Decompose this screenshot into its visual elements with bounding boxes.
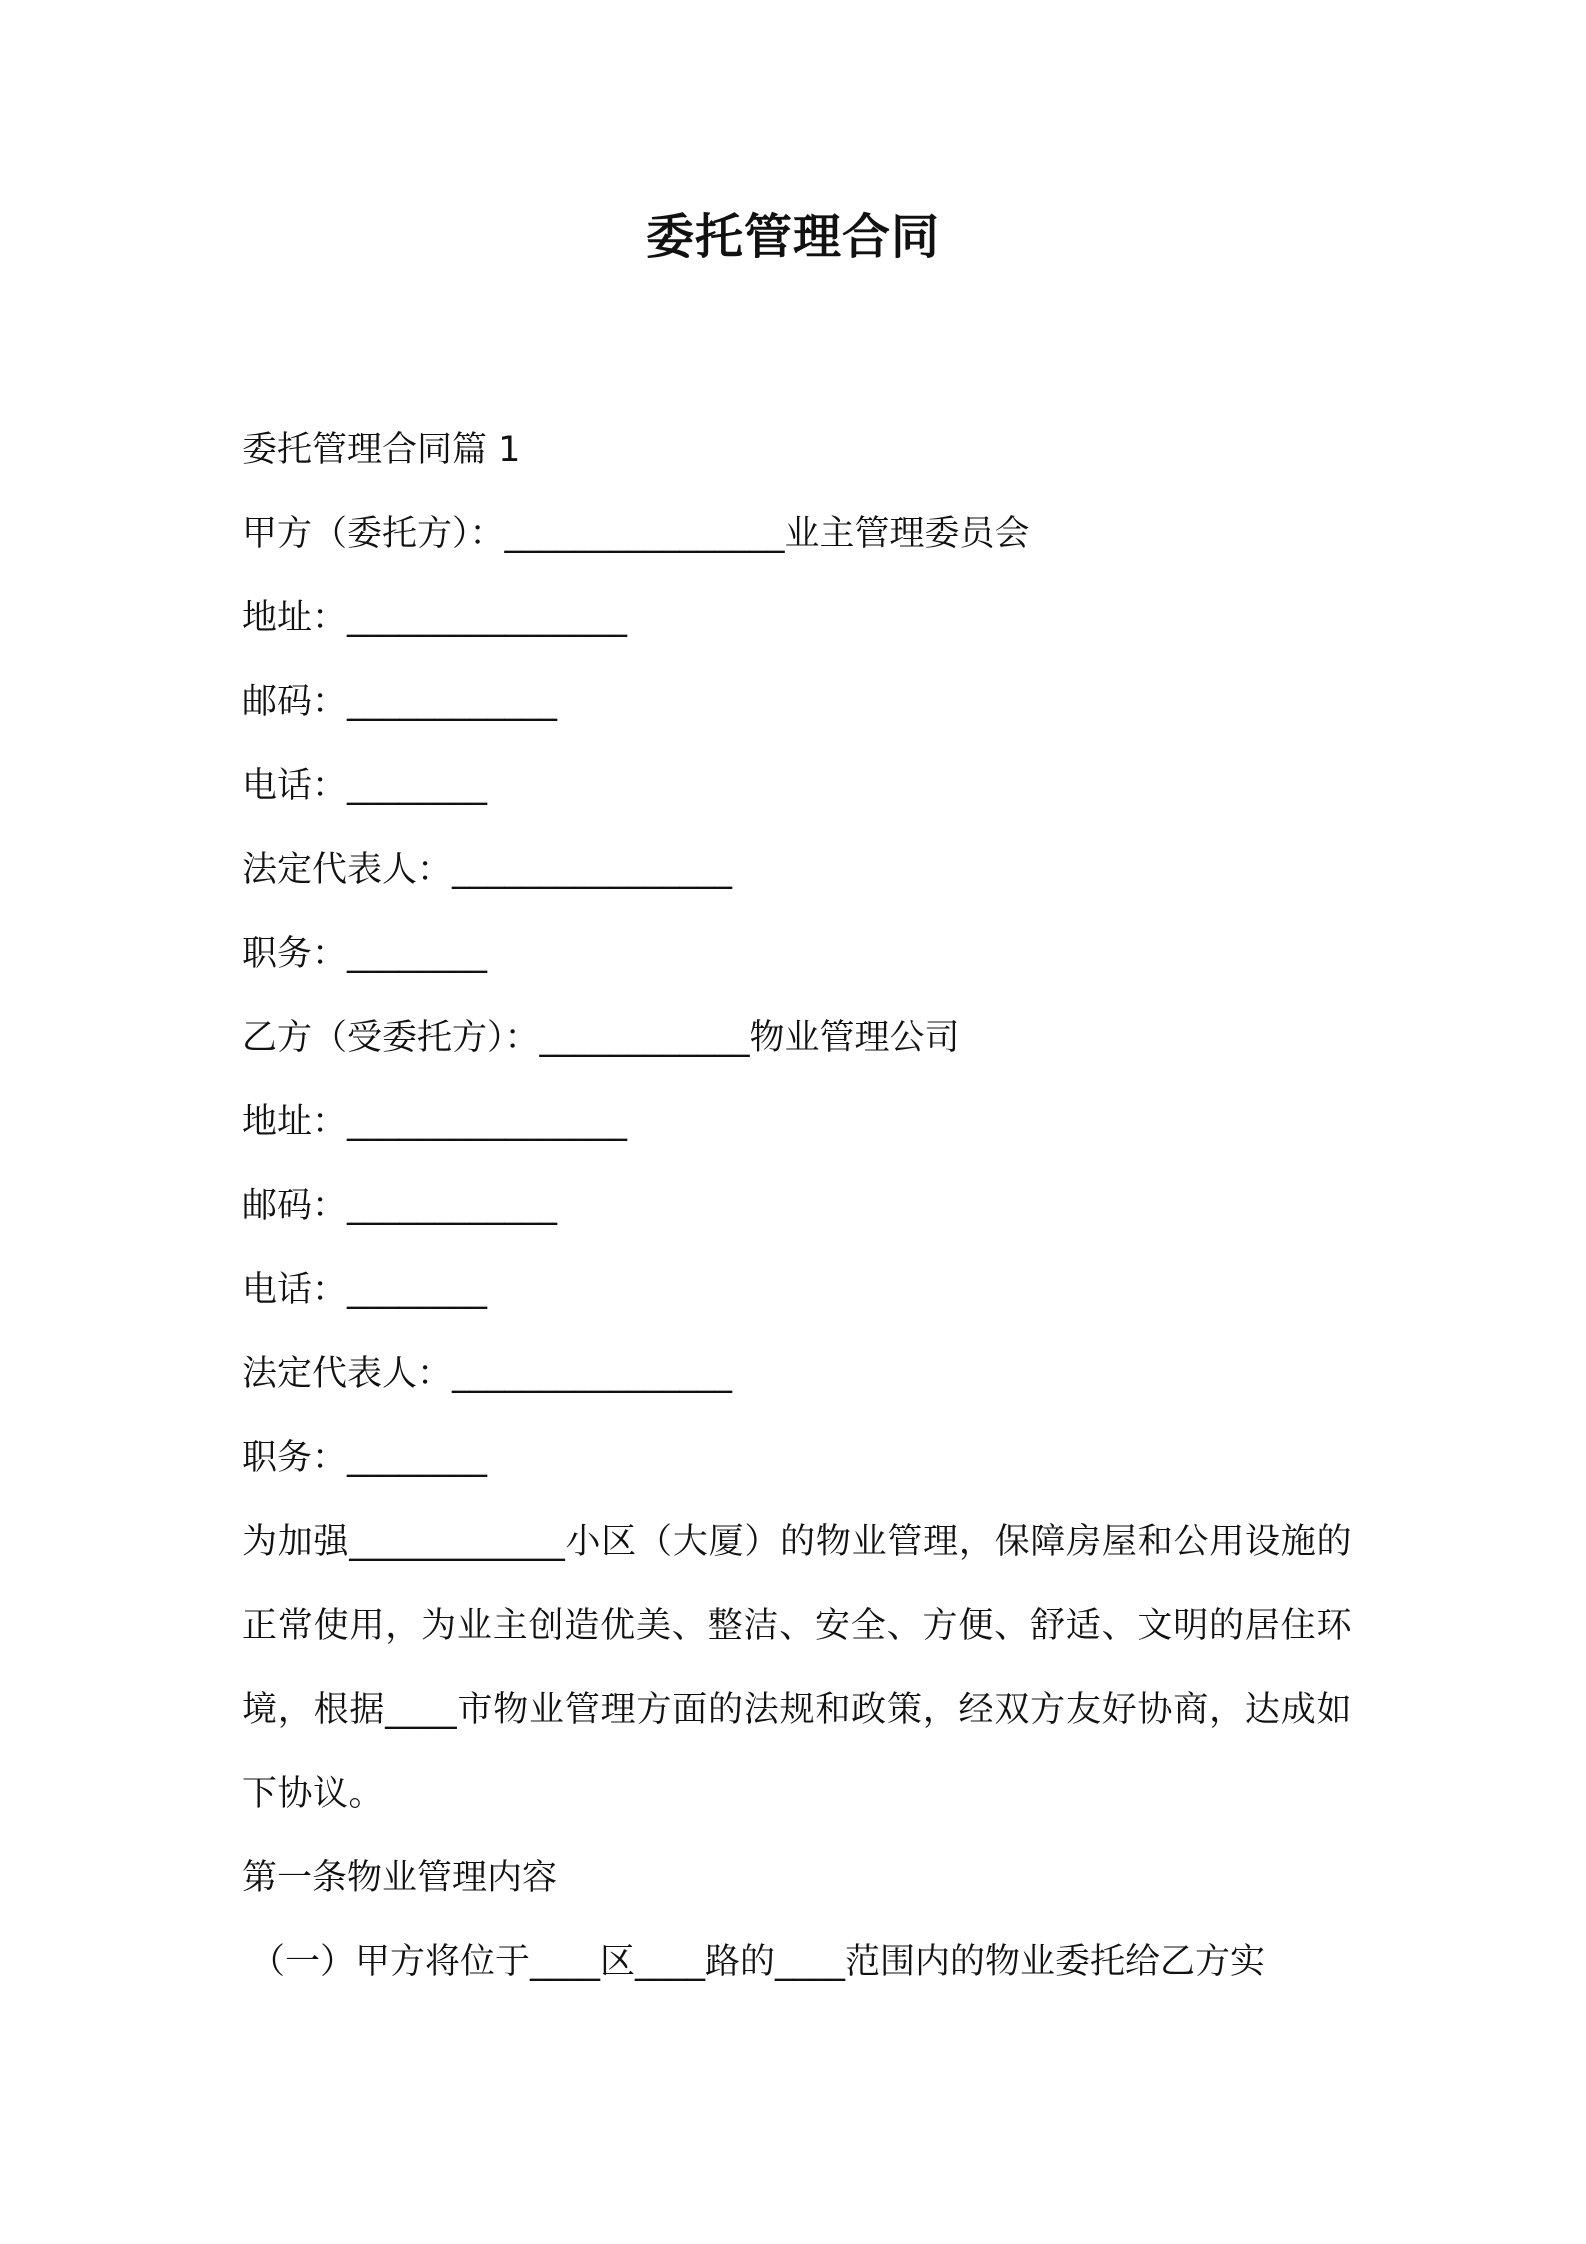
party-a-address: 地址：________________ [242, 598, 628, 638]
article-1-item-1: （一）甲方将位于____区____路的____范围内的物业委托给乙方实 [250, 1942, 1266, 1982]
party-b-block [242, 996, 1352, 1500]
party-b-representative: 法定代表人：________________ [242, 1354, 733, 1394]
section-heading: 委托管理合同篇 1 [242, 430, 521, 470]
party-a-representative: 法定代表人：________________ [242, 850, 733, 890]
party-b-name: 乙方（受委托方）：____________物业管理公司 [242, 1018, 960, 1058]
party-a-block [242, 492, 1352, 996]
preamble-paragraph: 为加强____________小区（大厦）的物业管理，保障房屋和公用设施的正常使用，为业主创造优美、整洁、安全、方便、舒适、文明的居住环境，根据____市物业管理方面的法规和政策，经双方友好协商，达成如下协议。 [242, 1522, 1352, 1814]
party-b-phone: 电话：________ [242, 1270, 488, 1310]
document-title: 委托管理合同 [645, 209, 940, 265]
party-a-name: 甲方（委托方）：________________业主管理委员会 [242, 514, 1030, 554]
article-1-heading: 第一条物业管理内容 [242, 1858, 558, 1898]
party-a-postcode: 邮码：____________ [242, 682, 558, 722]
party-a-position: 职务：________ [242, 934, 488, 974]
party-b-address: 地址：________________ [242, 1102, 628, 1142]
party-b-postcode: 邮码：____________ [242, 1186, 558, 1226]
party-b-position: 职务：________ [242, 1438, 488, 1478]
party-a-phone: 电话：________ [242, 766, 488, 806]
document-body [242, 408, 1352, 2004]
